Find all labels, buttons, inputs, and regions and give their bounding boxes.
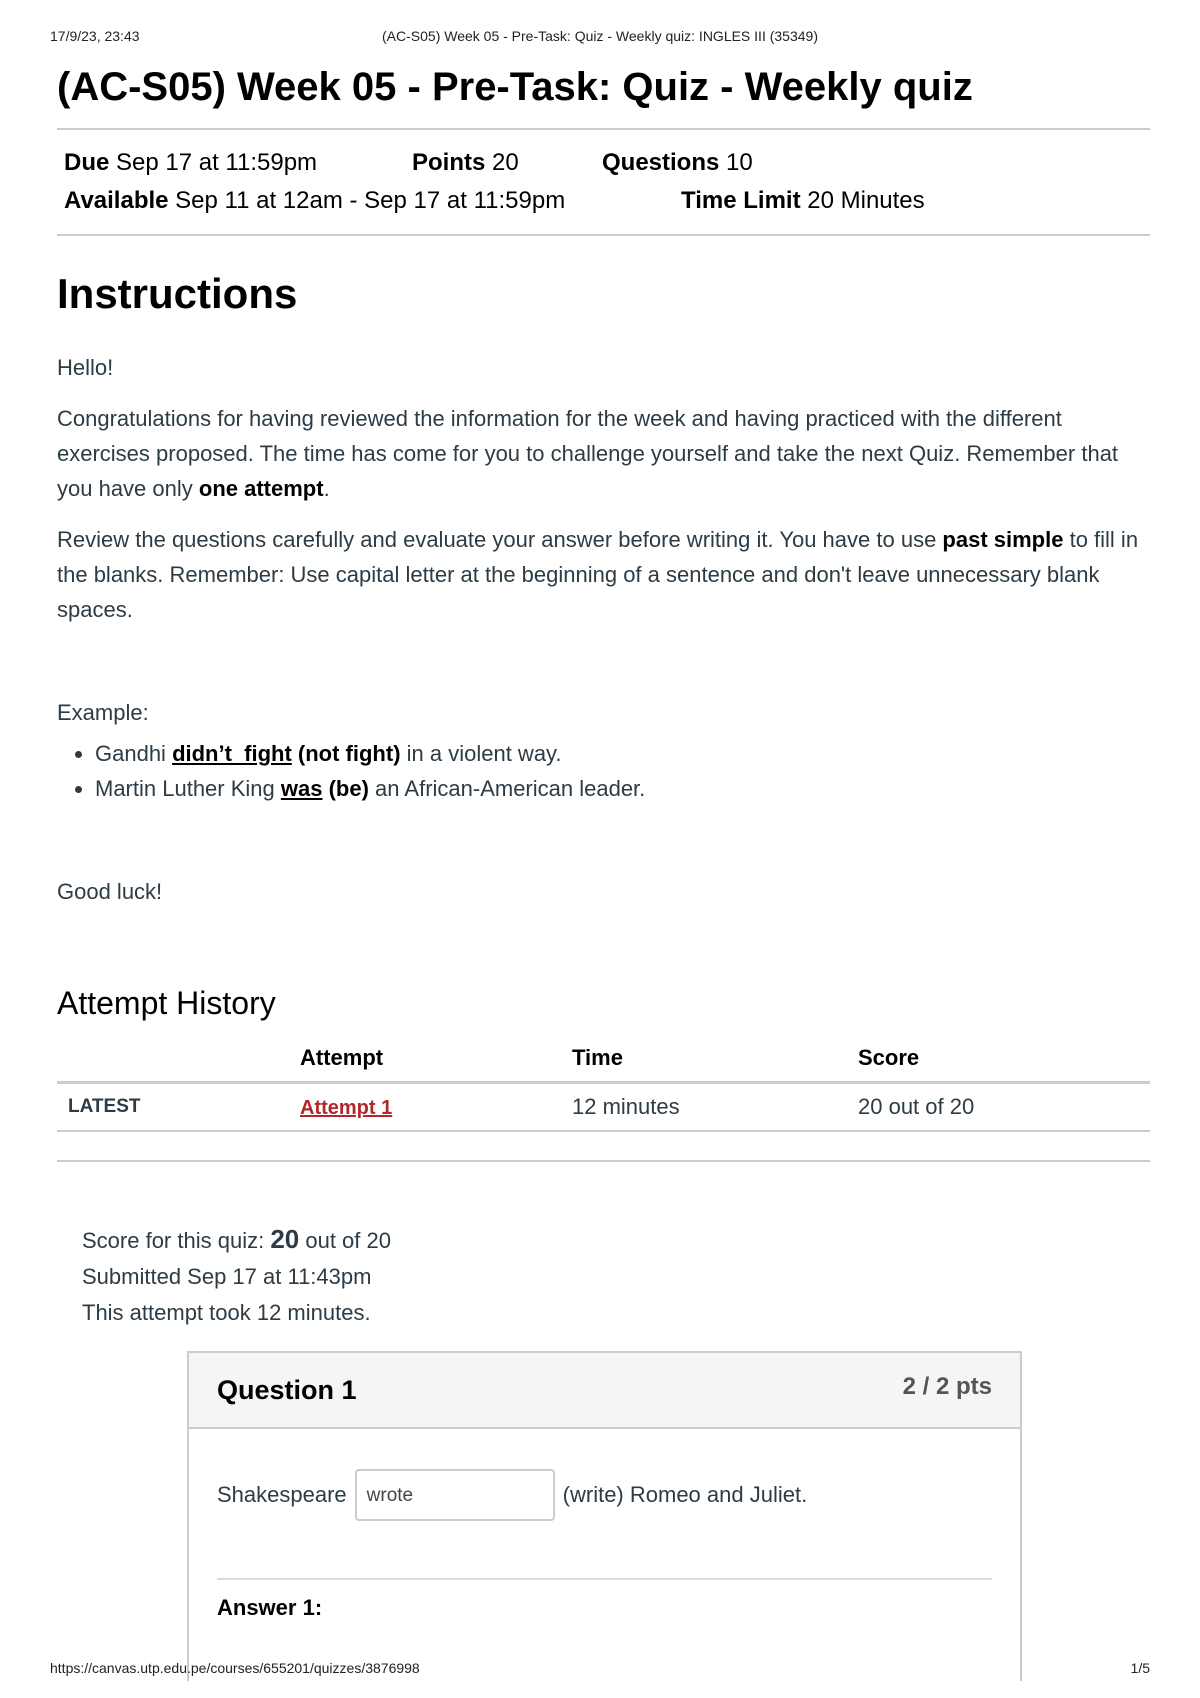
table-header-row xyxy=(57,1035,1150,1083)
attempt-duration: This attempt took 12 minutes. xyxy=(82,1300,371,1325)
answer-label: Answer 1: xyxy=(217,1595,323,1620)
print-doc-title: (AC-S05) Week 05 - Pre-Task: Quiz - Weekly quiz: INGLES III (35349) xyxy=(382,28,818,44)
page-title: (AC-S05) Week 05 - Pre-Task: Quiz - Weekly quiz xyxy=(57,65,973,109)
instructions-good-luck: Good luck! xyxy=(57,879,163,904)
question-header xyxy=(189,1353,1020,1429)
divider xyxy=(57,1160,1150,1162)
question-title: Question 1 xyxy=(217,1375,357,1405)
list-item: • Gandhi didn’t fight (not fight) in a violent way. xyxy=(95,736,1150,771)
attempt-history-table xyxy=(57,1035,1150,1132)
quiz-meta xyxy=(57,130,1150,234)
question-card xyxy=(187,1351,1022,1681)
quiz-score: Score for this quiz: 20 out of 20 xyxy=(82,1224,391,1254)
due-info: Due Sep 17 at 11:59pm xyxy=(64,149,318,176)
print-header xyxy=(50,28,1150,48)
attempt-time: 12 minutes xyxy=(572,1083,858,1132)
attempt-score: 20 out of 20 xyxy=(858,1083,1150,1132)
print-date: 17/9/23, 23:43 xyxy=(50,28,140,44)
table-row xyxy=(57,1083,1150,1132)
divider xyxy=(217,1578,992,1580)
available-info: Available Sep 11 at 12am - Sep 17 at 11:59pm xyxy=(64,187,566,214)
column-header: Attempt xyxy=(300,1035,572,1083)
question-points: 2 / 2 pts xyxy=(902,1373,992,1400)
print-url: https://canvas.utp.edu.pe/courses/655201/quizzes/3876998 xyxy=(50,1660,420,1676)
time-limit-info: Time Limit 20 Minutes xyxy=(681,187,925,214)
column-header: Score xyxy=(858,1035,1150,1083)
instructions-paragraph-1: Congratulations for having reviewed the information for the week and having practiced with the different exercises proposed. The time has come for you to challenge yourself and take the next Quiz. Remember that you have only one attempt. xyxy=(57,406,1119,501)
print-page-number: 1/5 xyxy=(1130,1660,1150,1676)
column-header: Time xyxy=(572,1035,858,1083)
quiz-content xyxy=(57,58,1150,1620)
attempt-history-heading: Attempt History xyxy=(57,985,276,1021)
questions-info: Questions 10 xyxy=(602,149,753,176)
points-info: Points 20 xyxy=(412,149,519,176)
divider xyxy=(57,234,1150,236)
attempt-1-link[interactable]: Attempt 1 xyxy=(300,1097,393,1119)
answer-input[interactable]: wrote xyxy=(355,1469,555,1521)
column-header xyxy=(57,1035,300,1083)
score-summary xyxy=(82,1221,391,1331)
instructions-paragraph-2: Review the questions carefully and evaluate your answer before writing it. You have to use past simple to fill in the blanks. Remember: Use capital letter at the beginning of a sentence and don't leave unnecessary blank spaces. xyxy=(57,527,1139,622)
latest-tag: LATEST xyxy=(57,1083,300,1132)
instructions-hello: Hello! xyxy=(57,355,114,380)
submitted-time: Submitted Sep 17 at 11:43pm xyxy=(82,1264,372,1289)
instructions-example-label: Example: xyxy=(57,700,149,725)
print-footer xyxy=(50,1660,1150,1680)
instructions-heading: Instructions xyxy=(57,270,298,317)
example-list xyxy=(57,736,1150,806)
question-text: Shakespeare wrote (write) Romeo and Juliet. xyxy=(217,1469,807,1521)
list-item: • Martin Luther King was (be) an African-American leader. xyxy=(95,771,1150,806)
